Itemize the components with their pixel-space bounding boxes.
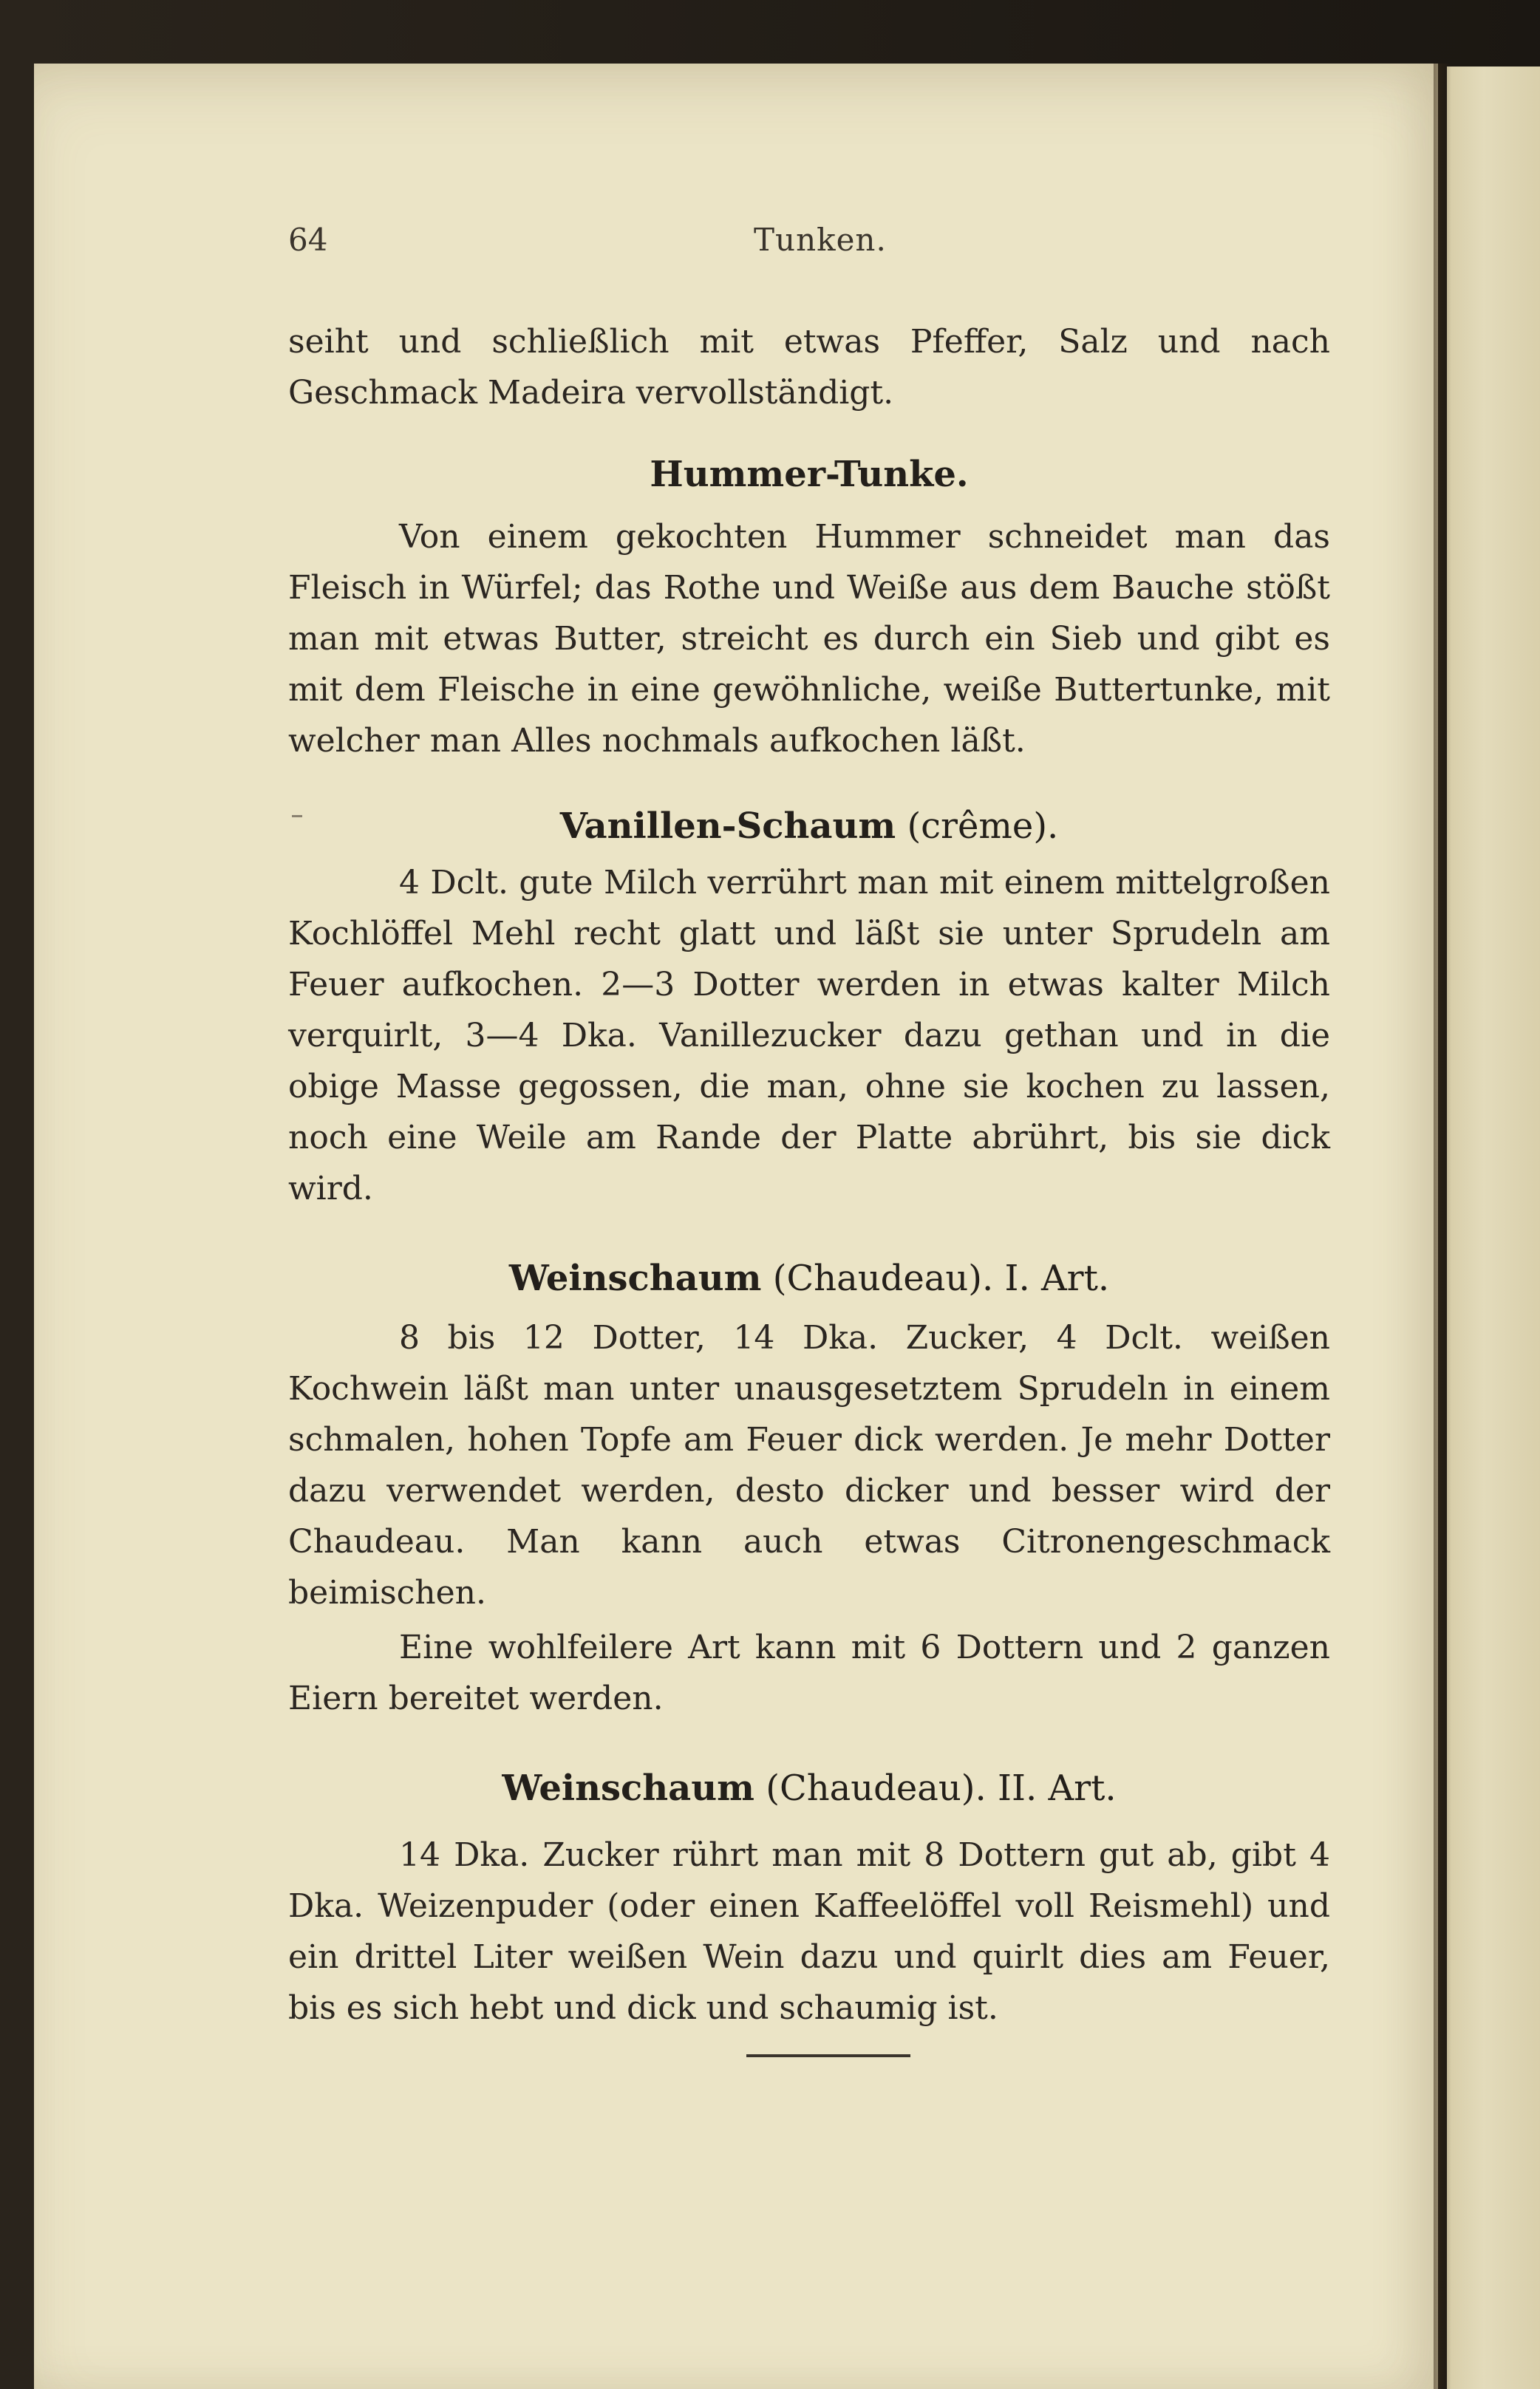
section-paragraph: 4 Dclt. gute Milch verrührt man mit einem mittelgroßen Kochlöffel Mehl recht glatt und läßt sie unter Sprudeln am Feuer aufkochen. 2—3 Dotter werden in etwas kalter Milch verquirlt, 3—4 Dka. Vanillezucker dazu gethan und in die obige Masse gegossen, die man, ohne sie kochen zu lassen, noch eine Weile am Rande der Platte abrührt, bis sie dick wird. xyxy=(288,864,1330,1207)
section-paragraph: 8 bis 12 Dotter, 14 Dka. Zucker, 4 Dclt. weißen Kochwein läßt man unter unausgesetztem Sprudeln in einem schmalen, hohen Topfe am Feuer dick werden. Je mehr Dotter dazu verwendet werden, desto dicker und besser wird der Chaudeau. Man kann auch etwas Citronengeschmack beimischen. xyxy=(288,1319,1330,1612)
section-paragraph: Eine wohlfeilere Art kann mit 6 Dottern und 2 ganzen Eiern bereitet werden. xyxy=(288,1629,1330,1717)
section-subtitle: (crême). xyxy=(907,805,1059,847)
section-heading-hummer-tunke xyxy=(288,452,1330,497)
spine-shadow xyxy=(1434,64,1451,2389)
section-title: Hummer-Tunke. xyxy=(650,454,969,495)
section-title: Vanillen-Schaum xyxy=(559,805,896,847)
section-subtitle: (Chaudeau). II. Art. xyxy=(766,1768,1117,1809)
end-rule xyxy=(746,2054,910,2057)
intro-paragraph: seiht und schließlich mit etwas Pfeffer, Salz und nach Geschmack Madeira vervollständigt. xyxy=(288,323,1330,412)
running-head xyxy=(288,222,1330,266)
running-title: Tunken. xyxy=(754,222,887,258)
section-heading-vanillen-schaum xyxy=(288,804,1330,848)
section-title: Weinschaum xyxy=(502,1768,754,1809)
section-heading-weinschaum-1 xyxy=(288,1256,1330,1301)
section-paragraph: Von einem gekochten Hummer schneidet man das Fleisch in Würfel; das Rothe und Weiße aus dem Bauche stößt man mit etwas Butter, streicht es durch ein Sieb und gibt es mit dem Fleische in eine gewöhnliche, weiße Buttertunke, mit welcher man Alles nochmals aufkochen läßt. xyxy=(288,518,1330,760)
section-title: Weinschaum xyxy=(508,1258,762,1299)
facing-page-edge xyxy=(1447,67,1540,2389)
section-paragraph: 14 Dka. Zucker rührt man mit 8 Dottern gut ab, gibt 4 Dka. Weizenpuder (oder einen Kaffeelöffel voll Reismehl) und ein drittel Liter weißen Wein dazu und quirlt dies am Feuer, bis es sich hebt und dick und schaumig ist. xyxy=(288,1836,1330,2027)
section-heading-weinschaum-2 xyxy=(288,1766,1330,1810)
section-subtitle: (Chaudeau). I. Art. xyxy=(772,1258,1110,1299)
page-number: 64 xyxy=(288,222,328,258)
